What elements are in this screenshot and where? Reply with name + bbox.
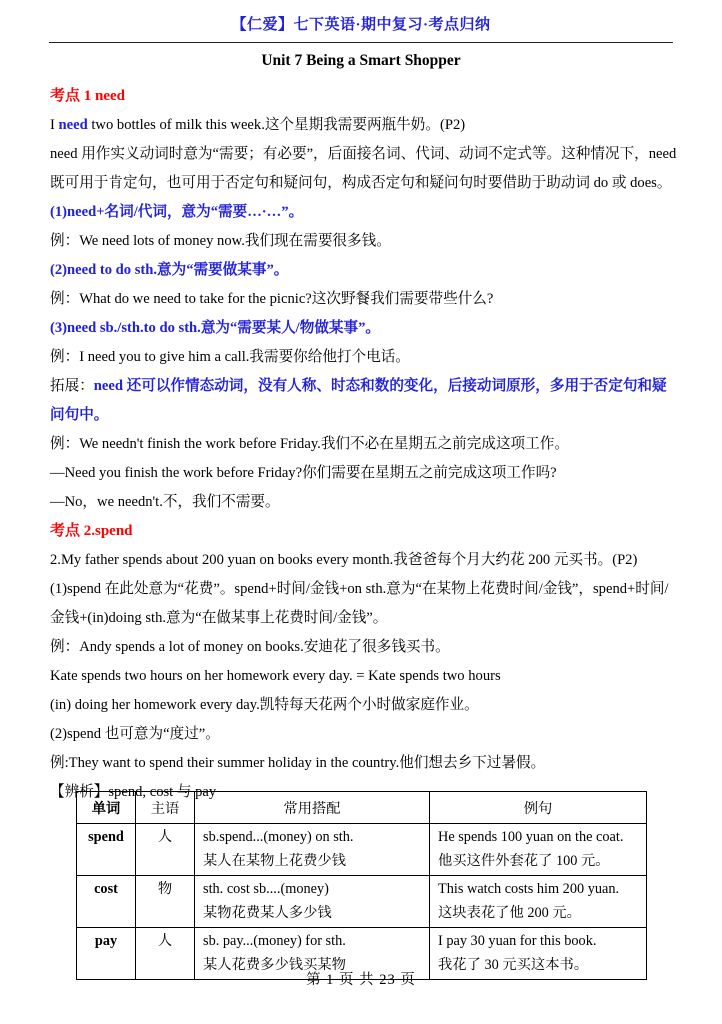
table-cell-word: [77, 824, 136, 876]
table-header: [77, 792, 647, 824]
table-header-cell: 主语: [136, 792, 195, 824]
text-segment: 考点 2.spend: [50, 523, 133, 539]
table-cell-word: [77, 876, 136, 928]
cell-line: 某人在某物上花费少钱: [203, 852, 346, 869]
text-segment: need: [58, 117, 88, 133]
text-segment: (in) doing her homework every day.凯特每天花两个小时做家庭作业。: [50, 697, 479, 713]
text-segment: 例：Andy spends a lot of money on books.安迪花了很多钱买书。: [50, 639, 450, 655]
table-row: [77, 824, 647, 876]
cell-line: sb. pay...(money) for sth.: [203, 933, 346, 949]
text-segment: 金钱+(in)doing sth.意为“在做某事上花费时间/金钱”。: [50, 610, 388, 626]
text-segment: 例:They want to spend their summer holiday in the country.他们想去乡下过暑假。: [50, 755, 546, 771]
body-line: [50, 343, 674, 372]
body-line: [50, 633, 674, 662]
text-segment: (2)spend 也可意为“度过”。: [50, 726, 220, 742]
table-cell-example: [430, 824, 647, 876]
cell-line: 他买这件外套花了 100 元。: [438, 852, 610, 869]
body-line: [50, 604, 674, 633]
body-line: [50, 111, 674, 140]
body-line: [50, 140, 677, 169]
text-segment: 例：We need lots of money now.我们现在需要很多钱。: [50, 233, 391, 249]
text-segment: 例：We needn't finish the work before Friday.我们不必在星期五之前完成这项工作。: [50, 436, 569, 452]
body-line: [50, 749, 674, 778]
heading-kaodian-1: [50, 82, 674, 111]
cell-line: pay: [94, 933, 118, 949]
body-line: [50, 720, 674, 749]
table-cell-pattern: [195, 824, 430, 876]
text-segment: (1)need+名词/代词，意为“需要…·…”。: [50, 204, 304, 220]
text-segment: 2.My father spends about 200 yuan on books every month.我爸爸每个月大约花 200 元买书。(P2): [50, 552, 638, 568]
comparison-table: [76, 791, 647, 980]
text-segment: 例：What do we need to take for the picnic?这次野餐我们需要带些什么?: [50, 291, 494, 307]
cell-line: This watch costs him 200 yuan.: [438, 881, 620, 897]
text-segment: (1)spend 在此处意为“花费”。spend+时间/金钱+on sth.意为“在某物上花费时间/金钱”，spend+时间/: [50, 581, 669, 597]
body-line: [50, 546, 674, 575]
body-line: [50, 314, 674, 343]
text-segment: 拓展：: [50, 378, 94, 394]
table-cell-example: [430, 876, 647, 928]
page-header-title: 【仁爱】七下英语·期中复习·考点归纳: [231, 17, 491, 33]
cell-line: sb.spend...(money) on sth.: [203, 829, 354, 845]
cell-line: 这块表花了他 200 元。: [438, 904, 581, 921]
text-segment: 【辨析】spend, cost 与 pay: [50, 784, 217, 800]
cell-line: 人: [157, 933, 173, 949]
body-line: [50, 198, 674, 227]
page-title: Unit 7 Being a Smart Shopper: [261, 52, 461, 69]
page-number: 第 1 页 共 23 页: [306, 972, 416, 988]
table-body: [77, 824, 647, 980]
body-line: [50, 459, 674, 488]
cell-line: 某物花费某人多少钱: [203, 904, 332, 921]
cell-line: 我花了 30 元买这本书。: [438, 956, 589, 973]
body-line: [50, 256, 674, 285]
text-segment: 问句中。: [50, 407, 109, 423]
table-cell-subject: [136, 824, 195, 876]
text-segment: two bottles of milk this week.这个星期我需要两瓶牛奶。(P2): [87, 117, 466, 133]
text-segment: 例：I need you to give him a call.我需要你给他打个电话。: [50, 349, 410, 365]
body-line: [50, 227, 674, 256]
body-line: [50, 169, 674, 198]
body-line: [50, 691, 674, 720]
table-cell-pattern: [195, 876, 430, 928]
body-line: [50, 401, 674, 430]
cell-line: I pay 30 yuan for this book.: [438, 933, 597, 949]
text-segment: I: [50, 117, 59, 133]
table-header-cell: 例句: [430, 792, 647, 824]
header-divider: [49, 42, 673, 43]
table-cell-subject: [136, 876, 195, 928]
body-line: [50, 285, 674, 314]
text-segment: (2)need to do sth.意为“需要做某事”。: [50, 262, 289, 278]
document-body: [50, 82, 677, 807]
text-segment: —No，we needn't.不，我们不需要。: [50, 494, 280, 510]
cell-line: 人: [157, 829, 173, 845]
cell-line: sth. cost sb....(money): [203, 881, 329, 897]
text-segment: need 还可以作情态动词，没有人称、时态和数的变化，后接动词原形，多用于否定句和疑: [93, 378, 667, 394]
cell-line: 物: [157, 881, 173, 897]
body-line: [50, 662, 674, 691]
text-segment: (3)need sb./sth.to do sth.意为“需要某人/物做某事”。: [50, 320, 381, 336]
table-row: [77, 876, 647, 928]
body-line: [50, 430, 674, 459]
body-line: [50, 372, 674, 401]
table-header-row: [77, 792, 647, 824]
cell-line: spend: [88, 829, 124, 845]
text-segment: —Need you finish the work before Friday?你们需要在星期五之前完成这项工作吗?: [50, 465, 557, 481]
table-header-cell: 单词: [77, 792, 136, 824]
text-segment: 既可用于肯定句，也可用于否定句和疑问句，构成否定句和疑问句时要借助于助动词 do 或 does。: [50, 175, 672, 191]
cell-line: He spends 100 yuan on the coat.: [438, 829, 624, 845]
table-header-cell: 常用搭配: [195, 792, 430, 824]
cell-line: 某人花费多少钱买某物: [203, 956, 346, 973]
cell-line: cost: [94, 881, 118, 897]
heading-kaodian-2: [50, 517, 674, 546]
text-segment: 考点 1 need: [50, 88, 126, 104]
body-line: [50, 575, 674, 604]
text-segment: need 用作实义动词时意为“需要；有必要”，后面接名词、代词、动词不定式等。这种情况下，need: [50, 146, 677, 162]
text-segment: Kate spends two hours on her homework every day. = Kate spends two hours: [50, 668, 501, 684]
body-line: [50, 488, 674, 517]
